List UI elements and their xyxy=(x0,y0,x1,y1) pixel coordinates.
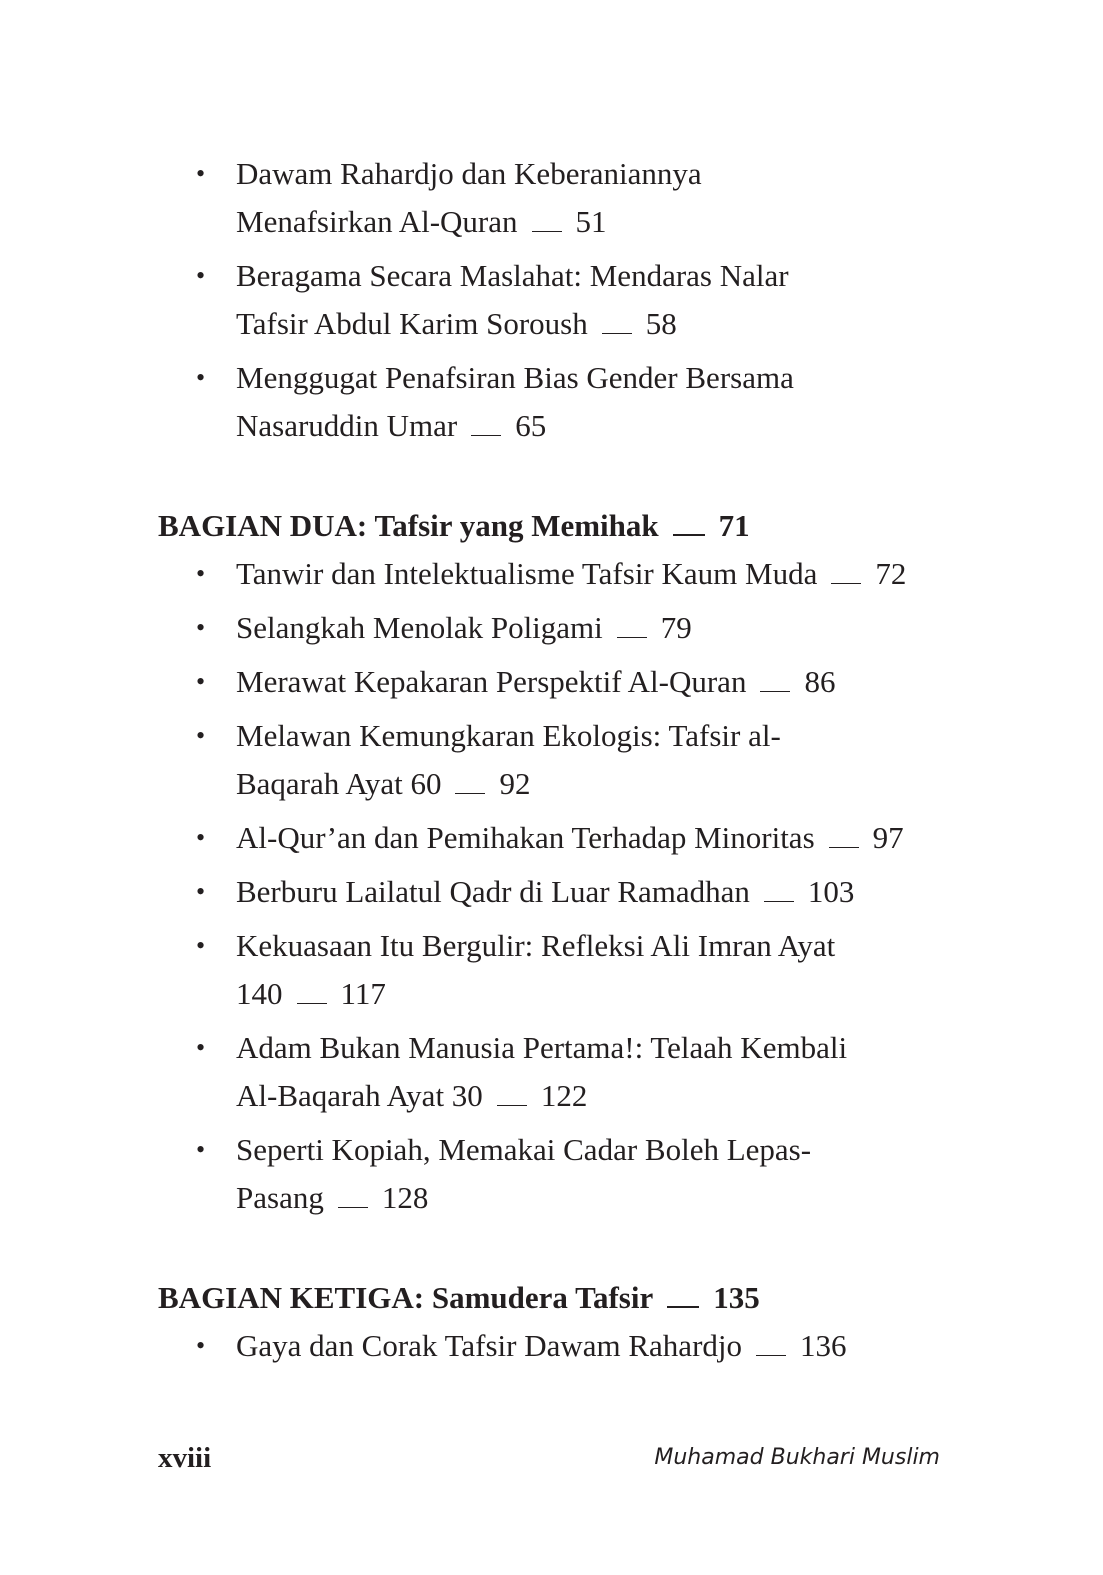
toc-entry xyxy=(158,1126,958,1222)
entry-title-line1: Menggugat Penafsiran Bias Gender Bersama xyxy=(236,360,794,395)
toc-entry xyxy=(158,658,958,706)
entry-page: 92 xyxy=(499,766,531,801)
entry-title: Berburu Lailatul Qadr di Luar Ramadhan xyxy=(236,874,750,909)
separator-line xyxy=(338,1206,368,1208)
bullet-icon: • xyxy=(196,363,206,392)
separator-line xyxy=(756,1354,786,1356)
section-one-list xyxy=(158,150,958,450)
entry-page: 122 xyxy=(540,1078,588,1113)
separator-line xyxy=(455,792,485,794)
entry-title-line2: Menafsirkan Al-Quran xyxy=(236,204,518,239)
entry-title-line1: Dawam Rahardjo dan Keberaniannya xyxy=(236,156,702,191)
separator-line xyxy=(764,900,794,902)
entry-page: 103 xyxy=(807,874,855,909)
bullet-icon: • xyxy=(196,1135,206,1164)
toc-entry xyxy=(158,150,958,246)
entry-title-line1: Kekuasaan Itu Bergulir: Refleksi Ali Imran Ayat xyxy=(236,928,836,963)
toc-entry xyxy=(158,814,958,862)
section-page: 71 xyxy=(718,508,750,543)
toc-entry xyxy=(158,712,958,808)
entry-title-line1: Melawan Kemungkaran Ekologis: Tafsir al- xyxy=(236,718,781,753)
entry-page: 86 xyxy=(804,664,836,699)
entry-title-line2: Nasaruddin Umar xyxy=(236,408,458,443)
page-number: xviii xyxy=(158,1442,212,1474)
section-two-list xyxy=(158,550,958,1222)
toc-entry xyxy=(158,354,958,450)
entry-page: 97 xyxy=(872,820,904,855)
entry-title-line2: Tafsir Abdul Karim Soroush xyxy=(236,306,588,341)
bullet-icon: • xyxy=(196,559,206,588)
entry-title-line2: 140 xyxy=(236,976,283,1011)
separator-line xyxy=(602,332,632,334)
entry-page: 117 xyxy=(340,976,386,1011)
entry-page: 79 xyxy=(660,610,692,645)
entry-title: Al-Qur’an dan Pemihakan Terhadap Minoritas xyxy=(236,820,815,855)
toc-entry xyxy=(158,922,958,1018)
bullet-icon: • xyxy=(196,931,206,960)
bullet-icon: • xyxy=(196,1033,206,1062)
bullet-icon: • xyxy=(196,823,206,852)
entry-title: Selangkah Menolak Poligami xyxy=(236,610,603,645)
section-heading-three xyxy=(158,1274,958,1322)
entry-page: 51 xyxy=(575,204,607,239)
bullet-icon: • xyxy=(196,613,206,642)
toc-entry xyxy=(158,1024,958,1120)
section-heading-two xyxy=(158,502,958,550)
toc-entry xyxy=(158,1322,958,1370)
entry-title-line2: Al-Baqarah Ayat 30 xyxy=(236,1078,483,1113)
bullet-icon: • xyxy=(196,721,206,750)
entry-page: 128 xyxy=(381,1180,429,1215)
separator-line xyxy=(297,1002,327,1004)
separator-line xyxy=(497,1104,527,1106)
entry-title-line1: Adam Bukan Manusia Pertama!: Telaah Kembali xyxy=(236,1030,848,1065)
bullet-icon: • xyxy=(196,261,206,290)
section-label: BAGIAN KETIGA: Samudera Tafsir xyxy=(158,1280,654,1315)
entry-page: 136 xyxy=(800,1328,847,1363)
separator-line xyxy=(667,1305,699,1308)
running-footer-author: Muhamad Bukhari Muslim xyxy=(654,1445,940,1470)
entry-page: 58 xyxy=(645,306,677,341)
entry-title: Gaya dan Corak Tafsir Dawam Rahardjo xyxy=(236,1328,743,1363)
entry-title-line2: Pasang xyxy=(236,1180,324,1215)
toc-entry xyxy=(158,252,958,348)
entry-title: Merawat Kepakaran Perspektif Al-Quran xyxy=(236,664,747,699)
separator-line xyxy=(617,636,647,638)
section-three-list xyxy=(158,1322,958,1370)
entry-title-line1: Seperti Kopiah, Memakai Cadar Boleh Lepas- xyxy=(236,1132,812,1167)
bullet-icon: • xyxy=(196,159,206,188)
separator-line xyxy=(829,846,859,848)
separator-line xyxy=(760,690,790,692)
bullet-icon: • xyxy=(196,877,206,906)
section-page: 135 xyxy=(713,1280,760,1315)
entry-title-line1: Beragama Secara Maslahat: Mendaras Nalar xyxy=(236,258,789,293)
toc-entry xyxy=(158,604,958,652)
entry-title-line2: Baqarah Ayat 60 xyxy=(236,766,442,801)
table-of-contents xyxy=(158,150,958,1376)
separator-line xyxy=(673,533,705,536)
separator-line xyxy=(831,582,861,584)
toc-entry xyxy=(158,868,958,916)
bullet-icon: • xyxy=(196,1331,206,1360)
toc-entry xyxy=(158,550,958,598)
entry-title: Tanwir dan Intelektualisme Tafsir Kaum Muda xyxy=(236,556,818,591)
section-label: BAGIAN DUA: Tafsir yang Memihak xyxy=(158,508,659,543)
entry-page: 65 xyxy=(515,408,547,443)
entry-page: 72 xyxy=(875,556,907,591)
separator-line xyxy=(471,434,501,436)
separator-line xyxy=(532,230,562,232)
bullet-icon: • xyxy=(196,667,206,696)
